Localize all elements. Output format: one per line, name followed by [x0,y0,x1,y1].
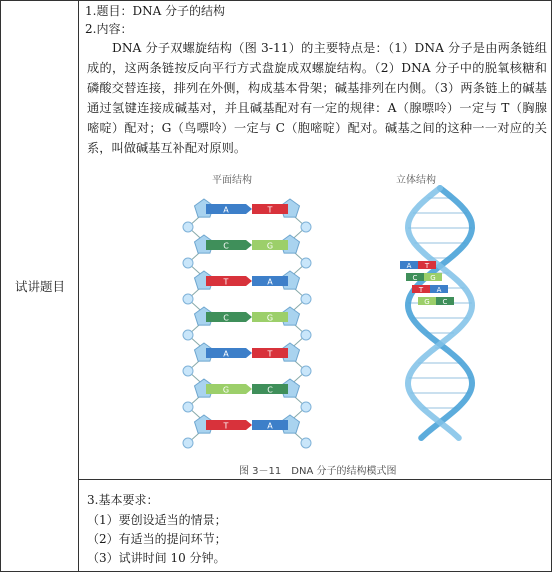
base-notch-left [246,384,252,394]
base-label-right: G [266,313,274,323]
base-notch-left [246,240,252,250]
requirement-item-1: （1）要创设适当的情景； [87,513,227,527]
helix-base-label-right: C [442,298,448,306]
phosphate-circle [301,438,311,448]
phosphate-circle [183,222,193,232]
helix-base-label-right: A [436,286,442,294]
base-label-right: T [267,349,273,359]
helix-base-label-left: G [424,298,430,306]
helix-base-label-right: G [430,274,436,282]
base-label-right: C [267,385,273,395]
phosphate-circle [301,258,311,268]
base-label-left: T [223,421,229,431]
base-label-left: C [223,241,229,251]
figure-caption: 图 3－11 DNA 分子的结构模式图 [239,466,397,477]
helix-base-label-right: T [424,262,430,270]
helix-dna-diagram [380,183,500,443]
phosphate-circle [301,402,311,412]
base-label-left: G [222,385,230,395]
phosphate-circle [183,402,193,412]
base-label-left: T [223,277,229,287]
phosphate-circle [183,330,193,340]
phosphate-circle [183,366,193,376]
base-label-left: C [223,313,229,323]
helix-base-label-left: A [406,262,412,270]
planar-dna-diagram [172,187,322,469]
base-label-right: A [267,277,273,287]
content-heading: 2.内容： [85,22,133,36]
base-label-right: A [267,421,273,431]
requirement-item-3: （3）试讲时间 10 分钟。 [87,551,226,565]
row-label: 试讲题目 [14,279,65,294]
section-divider [79,479,551,480]
phosphate-circle [183,294,193,304]
phosphate-circle [301,294,311,304]
helix-base-label-left: T [418,286,424,294]
phosphate-circle [301,366,311,376]
base-notch-left [246,204,252,214]
dna-figure [164,159,550,475]
base-notch-left [246,276,252,286]
requirements-heading: 3.基本要求： [87,493,159,507]
base-notch-left [246,420,252,430]
row-label-cell [1,1,79,571]
base-notch-left [246,348,252,358]
topic-title: 1.题目：DNA 分子的结构 [85,4,226,18]
3d-structure-title: 立体结构 [396,175,436,186]
phosphate-circle [183,258,193,268]
content-cell [79,1,551,571]
phosphate-circle [183,438,193,448]
base-label-right: G [266,241,274,251]
requirement-item-2: （2）有适当的提问环节； [87,532,227,546]
helix-base-label-left: C [412,274,418,282]
planar-structure-title: 平面结构 [212,175,252,186]
base-label-left: A [223,349,229,359]
base-label-left: A [223,205,229,215]
phosphate-circle [301,222,311,232]
base-label-right: T [267,205,273,215]
content-paragraph: DNA 分子双螺旋结构（图 3-11）的主要特点是：（1）DNA 分子是由两条链组成的，这两条链按反向平行方式盘旋成双螺旋结构。（2）DNA 分子中的脱氧核糖和磷酸交替连接，排列在外侧，构成基本骨架；碱基排列在内侧。（3）两条链上的碱基通过氢键连接成碱基对，并且碱基配对有一定的规律：A（腺嘌呤）一定与 T（胸腺嘧啶）配对；G（鸟嘌呤）一定与 C（胞嘧啶）配对。碱基之间的这种一一对应的关系，叫做碱基互补配对原则。 [87,41,547,155]
base-notch-left [246,312,252,322]
phosphate-circle [301,330,311,340]
